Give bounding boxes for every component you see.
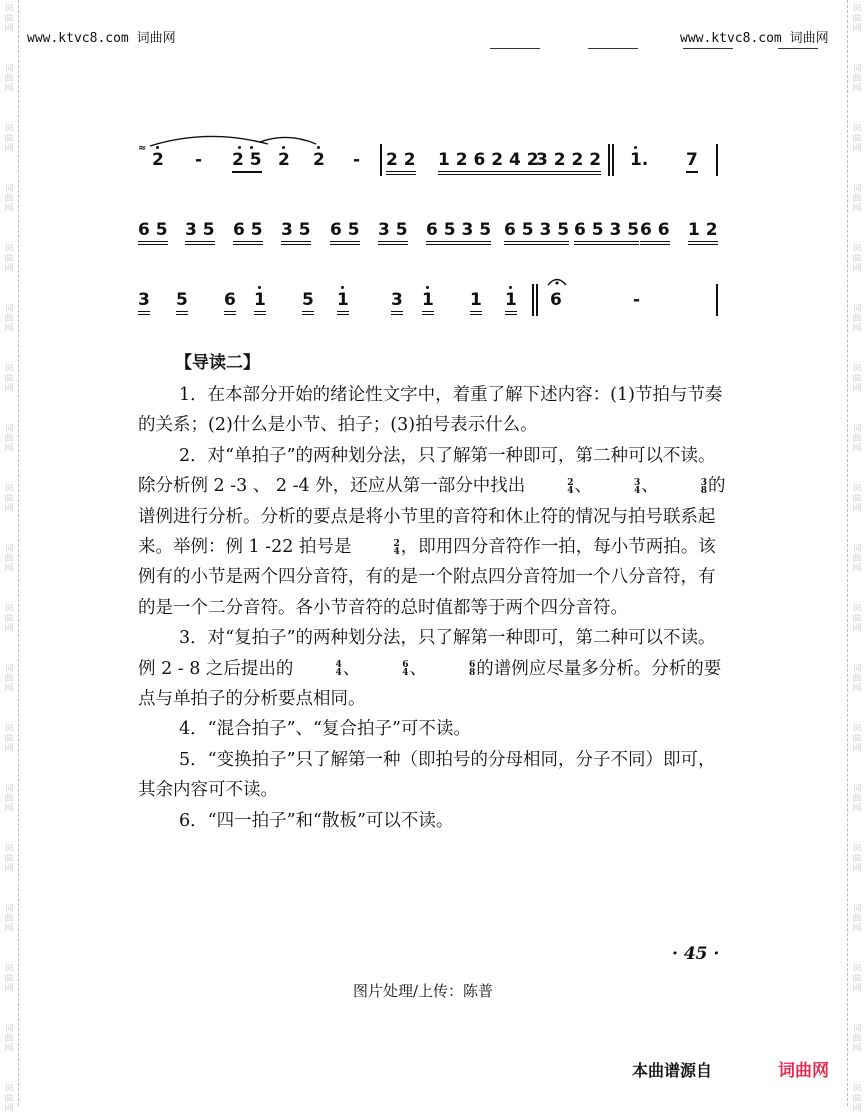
watermark-text: 词 曲 网 [852, 124, 862, 154]
note-group: 1 2 6 2 4 2 [438, 150, 539, 175]
watermark-text: 词 曲 网 [4, 904, 14, 934]
watermark-text: 词 曲 网 [4, 664, 14, 694]
paragraph-6: 6．“四一拍子”和“散板”可以不读。 [179, 810, 454, 831]
right-watermark-strip [847, 0, 866, 1114]
watermark-text: 词 曲 网 [4, 124, 14, 154]
watermark-text: 词 曲 网 [852, 1024, 862, 1054]
watermark-text: 词 曲 网 [852, 64, 862, 94]
time-signature: 3 4 [634, 477, 641, 496]
note: 6 [550, 290, 562, 310]
dash: - [195, 150, 203, 170]
watermark-text: 词 曲 网 [852, 1084, 862, 1114]
paragraph-2: 2．对“单拍子”的两种划分法，只了解第一种即可，第二种可以不读。除分析例 2 -3 、 2 -4 外，还应从第一部分中找出 2 4 、 3 4 、 3 8 的谱例进行分析。分析的要点是将小节里的音符和休止符的情况与拍号联系起来。举例：例 1 -22 拍号是 2 4 ，即用四分音符作一拍，每小节两拍。该例有的小节是两个四分音符，有的是一个附点四分音符加一个八分音符，有的是一个二分音符。各小节音符的总时值都等于两个四分音符。 [138, 445, 726, 618]
watermark-text: 词 曲 网 [4, 484, 14, 514]
dash: - [633, 290, 641, 310]
note-group: 3 5 [281, 220, 311, 245]
paragraph-5: 5．“变换拍子”只了解第一种（即拍号的分母相同，分子不同）即可，其余内容可不读。 [138, 749, 716, 801]
header-rule [588, 48, 638, 49]
note: 5 [176, 290, 188, 315]
note: 3 [391, 290, 403, 315]
note-group: 3 5 [185, 220, 215, 245]
bar-line [532, 284, 534, 316]
watermark-text: 词 曲 网 [4, 64, 14, 94]
note: 2 [313, 150, 325, 170]
source-label: 本曲谱源自 [632, 1061, 713, 1080]
watermark-text: 词 曲 网 [852, 844, 862, 874]
bar-line [536, 284, 538, 316]
watermark-text: 词 曲 网 [852, 784, 862, 814]
note-group: 6 5 3 5 [574, 220, 639, 245]
note: 1 [422, 290, 434, 315]
watermark-text: 词 曲 网 [4, 184, 14, 214]
note: 1 [254, 290, 266, 315]
bar-line [716, 144, 718, 176]
watermark-text: 词 曲 网 [852, 724, 862, 754]
note: 1 [337, 290, 349, 315]
watermark-text: 词 曲 网 [4, 304, 14, 334]
time-signature: 6 4 [402, 660, 409, 679]
paragraph-3: 3．对“复拍子”的两种划分法，只了解第一种即可，第二种可以不读。例 2 - 8 之后提出的 4 4 、 6 4 、 6 8 的谱例应尽量多分析。分析的要点与单拍子的分析要点相同。 [138, 628, 722, 710]
note: 3 [138, 290, 150, 315]
note-group: 6 5 [138, 220, 168, 245]
note-group: 6 5 [233, 220, 263, 245]
watermark-text: 词 曲 网 [852, 304, 862, 334]
header-rule [490, 48, 540, 49]
guide-text [138, 380, 728, 836]
watermark-text: 词 曲 网 [852, 4, 862, 34]
time-signature: 6 8 [468, 660, 476, 679]
bar-line [716, 284, 718, 316]
note: 5 [302, 290, 314, 315]
watermark-text: 词 曲 网 [852, 484, 862, 514]
note-group: 6 5 [330, 220, 360, 245]
note-group: 2 5 [232, 150, 262, 173]
note: 6 [224, 290, 236, 315]
time-signature: 4 4 [335, 660, 342, 679]
header-rule [778, 48, 818, 49]
watermark-text: 词 曲 网 [852, 544, 862, 574]
page-number: · 45 · [672, 944, 720, 964]
watermark-text: 词 曲 网 [852, 964, 862, 994]
site-header-left: www.ktvc8.com 词曲网 [27, 31, 176, 46]
bar-line [380, 144, 382, 176]
time-signature: 2 4 [567, 477, 574, 496]
section-heading: 【导读二】 [175, 353, 260, 373]
time-signature: 2 4 [393, 538, 400, 557]
watermark-text: 词 曲 网 [852, 424, 862, 454]
paragraph-1: 1．在本部分开始的绪论性文字中，着重了解下述内容：(1)节拍与节奏的关系；(2)什么是小节、拍子；(3)拍号表示什么。 [138, 385, 723, 436]
note-group: 3 2 2 2 [536, 150, 601, 175]
bar-line [612, 144, 614, 176]
bar-line [608, 144, 610, 176]
note-group: 6 5 3 5 [504, 220, 569, 245]
note-group: 2 2 [386, 150, 416, 175]
watermark-text: 词 曲 网 [852, 904, 862, 934]
watermark-text: 词 曲 网 [4, 1084, 14, 1114]
note: 2 [152, 150, 164, 170]
watermark-text: 词 曲 网 [4, 964, 14, 994]
watermark-text: 词 曲 网 [852, 364, 862, 394]
note-group: 3 5 [378, 220, 408, 245]
watermark-text: 词 曲 网 [4, 844, 14, 874]
left-watermark-strip [0, 0, 19, 1114]
watermark-text: 词 曲 网 [852, 244, 862, 274]
watermark-text: 词 曲 网 [4, 364, 14, 394]
watermark-text: 词 曲 网 [852, 664, 862, 694]
header-rule [683, 48, 733, 49]
watermark-text: 词 曲 网 [4, 784, 14, 814]
time-signature: 3 8 [700, 477, 708, 496]
score-row-1 [138, 142, 728, 176]
note: 1 [470, 290, 482, 315]
dash: - [353, 150, 361, 170]
watermark-text: 词 曲 网 [852, 604, 862, 634]
score-row-2 [138, 212, 728, 246]
brand-link[interactable]: 词曲网 [778, 1061, 829, 1081]
watermark-text: 词 曲 网 [4, 544, 14, 574]
watermark-text: 词 曲 网 [4, 4, 14, 34]
upload-credit: 图片处理/上传：陈普 [353, 982, 494, 1000]
watermark-text: 词 曲 网 [4, 424, 14, 454]
slur-arc [148, 134, 318, 148]
watermark-text: 词 曲 网 [4, 1024, 14, 1054]
note-group: 6 6 [640, 220, 670, 245]
note: 7 [686, 150, 698, 173]
note-group: 6 5 3 5 [426, 220, 491, 245]
site-header-right: www.ktvc8.com 词曲网 [680, 31, 829, 46]
fermata-icon [546, 276, 568, 286]
note: 2 [278, 150, 290, 170]
paragraph-4: 4．“混合拍子”、“复合拍子”可不读。 [179, 719, 471, 740]
watermark-text: 词 曲 网 [4, 604, 14, 634]
watermark-text: 词 曲 网 [4, 244, 14, 274]
note-group: 1 2 [688, 220, 718, 245]
note: 1 [505, 290, 517, 315]
note: 1. [630, 150, 649, 170]
grace-mark: ≈ [138, 143, 147, 154]
watermark-text: 词 曲 网 [852, 184, 862, 214]
watermark-text: 词 曲 网 [4, 724, 14, 754]
score-row-3 [138, 282, 728, 316]
